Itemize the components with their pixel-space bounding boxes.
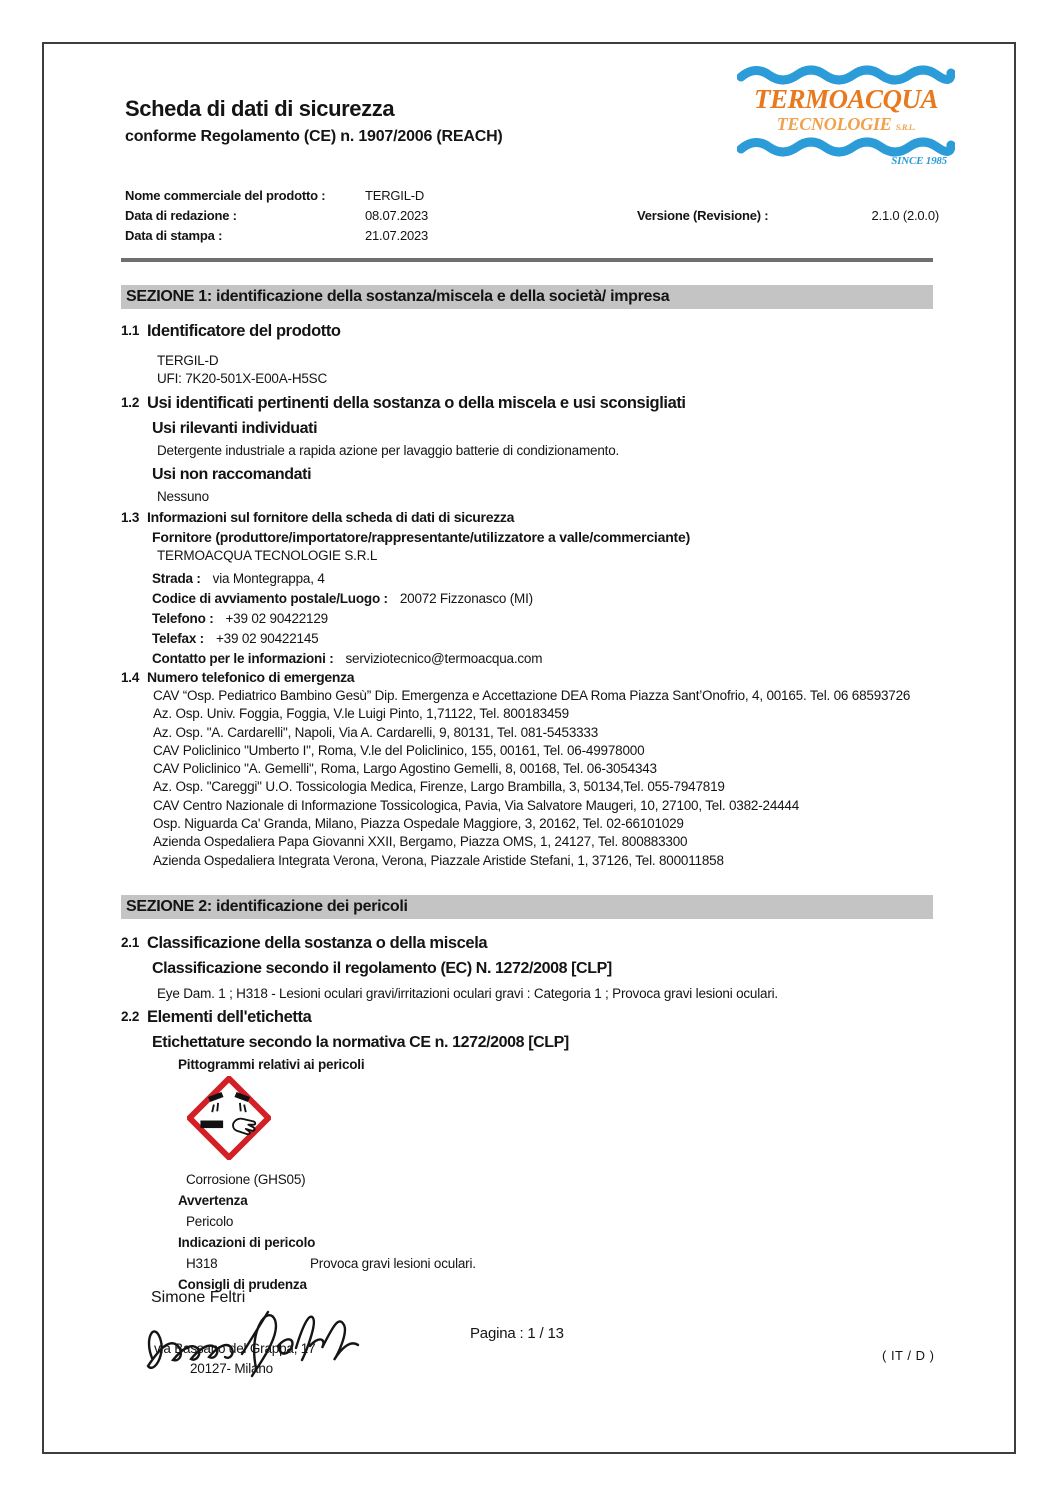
header-divider — [121, 258, 933, 262]
usi-non-raccomandati-text: Nessuno — [157, 489, 209, 504]
subsection-title: Identificatore del prodotto — [147, 322, 341, 340]
etichettature-heading: Etichettature secondo la normativa CE n. 1272/2008 [CLP] — [152, 1034, 569, 1051]
strada-row — [152, 570, 941, 588]
signer-address-line1: via Bassano del Grappa, 17 — [154, 1341, 316, 1356]
logo-text-since: SINCE 1985 — [891, 155, 947, 167]
subsection-number: 2.2 — [121, 1009, 140, 1024]
product-name-line: TERGIL-D — [157, 353, 219, 368]
logo-text-tecnologie: TECNOLOGIE S.R.L. — [776, 114, 916, 134]
emergency-number-item: Osp. Niguarda Ca' Granda, Milano, Piazza Ospedale Maggiore, 3, 20162, Tel. 02-66101029 — [153, 816, 684, 832]
usi-rilevanti-text: Detergente industriale a rapida azione per lavaggio batterie di condizionamento. — [157, 443, 620, 458]
emergency-number-item: Az. Osp. "Careggi" U.O. Tossicologia Medica, Firenze, Largo Brambilla, 3, 50134,Tel. 055-7947819 — [153, 779, 725, 795]
clp-classification-heading: Classificazione secondo il regolamento (EC) N. 1272/2008 [CLP] — [152, 960, 612, 977]
clp-classification-text: Eye Dam. 1 ; H318 - Lesioni oculari gravi/irritazioni oculari gravi : Categoria 1 ; Provoca gravi lesioni oculari. — [157, 986, 778, 1001]
stampa-date-value: 21.07.2023 — [365, 228, 429, 243]
cap-row — [152, 590, 941, 608]
product-name-value: TERGIL-D — [365, 188, 425, 203]
logo-wave-bottom-icon — [737, 135, 955, 157]
subsection-1-4-heading — [121, 668, 941, 687]
section-2-content — [121, 932, 941, 1294]
product-info-block — [125, 186, 428, 246]
redazione-date-value: 08.07.2023 — [365, 208, 429, 223]
hazard-text: Provoca gravi lesioni oculari. — [310, 1256, 476, 1271]
redazione-date-label: Data di redazione : — [125, 208, 237, 223]
language-code: ( IT / D ) — [882, 1348, 935, 1363]
version-value: 2.1.0 (2.0.0) — [871, 208, 939, 223]
ghs05-corrosion-icon — [187, 1076, 271, 1160]
subsection-title: Numero telefonico di emergenza — [147, 669, 355, 685]
subsection-number: 1.1 — [121, 323, 140, 338]
emergency-number-item: CAV Policlinico "Umberto I", Roma, V.le del Policlinico, 155, 00161, Tel. 06-49978000 — [153, 742, 645, 758]
logo-text-termoacqua: TERMOACQUA — [753, 84, 939, 114]
section-1-header: SEZIONE 1: identificazione della sostanza/miscela e della società/ impresa — [121, 285, 933, 309]
emergency-number-item: Azienda Ospedaliera Papa Giovanni XXII, Bergamo, Piazza OMS, 1, 24127, Tel. 800883300 — [153, 834, 688, 850]
strada-label: Strada : — [152, 571, 201, 586]
fornitore-heading: Fornitore (produttore/importatore/rappresentante/utilizzatore a valle/commerciante) — [152, 529, 691, 545]
pittogrammi-heading: Pittogrammi relativi ai pericoli — [178, 1057, 365, 1072]
telefax-label: Telefax : — [152, 631, 204, 646]
subsection-number: 1.3 — [121, 510, 140, 525]
usi-rilevanti-heading: Usi rilevanti individuati — [152, 420, 318, 437]
usi-non-raccomandati-heading: Usi non raccomandati — [152, 466, 312, 483]
subsection-2-1-heading — [121, 932, 941, 954]
emergency-number-item: CAV Policlinico "A. Gemelli", Roma, Largo Agostino Gemelli, 8, 00168, Tel. 06-3054343 — [153, 761, 657, 777]
sds-document-page — [42, 42, 1016, 1454]
signer-name: Simone Feltri — [151, 1289, 246, 1306]
telefono-value: +39 02 90422129 — [225, 611, 328, 626]
subsection-1-1-heading — [121, 320, 941, 342]
company-logo — [737, 63, 955, 187]
document-subtitle: conforme Regolamento (CE) n. 1907/2006 (REACH) — [125, 128, 503, 145]
emergency-numbers-list — [153, 687, 930, 870]
avvertenza-value: Pericolo — [186, 1214, 234, 1229]
hazard-code: H318 — [186, 1256, 218, 1271]
document-title: Scheda di dati di sicurezza — [125, 96, 395, 121]
contatto-value: serviziotecnico@termoacqua.com — [345, 651, 543, 666]
subsection-title: Classificazione della sostanza o della miscela — [147, 934, 488, 952]
emergency-number-item: Azienda Ospedaliera Integrata Verona, Verona, Piazzale Aristide Stefani, 1, 37126, Tel. 800011858 — [153, 852, 724, 868]
indicazioni-heading: Indicazioni di pericolo — [178, 1235, 316, 1250]
consigli-heading: Consigli di prudenza — [178, 1277, 307, 1292]
section-1-content — [121, 320, 941, 870]
redazione-date-row — [125, 206, 428, 226]
section-2-header: SEZIONE 2: identificazione dei pericoli — [121, 895, 933, 919]
subsection-number: 1.4 — [121, 670, 140, 685]
subsection-1-3-heading — [121, 508, 941, 527]
stampa-date-label: Data di stampa : — [125, 228, 223, 243]
cap-label: Codice di avviamento postale/Luogo : — [152, 591, 388, 606]
subsection-number: 1.2 — [121, 395, 140, 410]
telefono-row — [152, 610, 941, 628]
logo-text-srl: S.R.L. — [895, 123, 916, 132]
hazard-statement-row — [186, 1255, 941, 1273]
page-number: Pagina : 1 / 13 — [470, 1325, 564, 1342]
contatto-label: Contatto per le informazioni : — [152, 651, 334, 666]
version-label: Versione (Revisione) : — [637, 208, 769, 223]
subsection-title: Informazioni sul fornitore della scheda di dati di sicurezza — [147, 509, 515, 525]
pictogram-caption: Corrosione (GHS05) — [186, 1172, 306, 1187]
version-row — [637, 206, 939, 226]
subsection-2-2-heading — [121, 1006, 941, 1028]
subsection-1-2-heading — [121, 392, 941, 414]
logo-wave-top-icon — [737, 63, 955, 85]
telefono-label: Telefono : — [152, 611, 214, 626]
telefax-value: +39 02 90422145 — [215, 631, 319, 646]
subsection-title: Usi identificati pertinenti della sostanza o della miscela e usi sconsigliati — [147, 394, 686, 412]
strada-value: via Montegrappa, 4 — [212, 571, 325, 586]
fornitore-name: TERMOACQUA TECNOLOGIE S.R.L — [157, 548, 378, 563]
signer-address-line2: 20127- Milano — [190, 1361, 273, 1376]
emergency-number-item: Az. Osp. "A. Cardarelli", Napoli, Via A. Cardarelli, 9, 80131, Tel. 081-5453333 — [153, 724, 599, 740]
emergency-number-item: CAV “Osp. Pediatrico Bambino Gesù” Dip. Emergenza e Accettazione DEA Roma Piazza Sant’Onofrio, 4, 00165. Tel. 06 68593726 — [153, 688, 911, 703]
product-name-label: Nome commerciale del prodotto : — [125, 188, 326, 203]
stampa-date-row — [125, 226, 428, 246]
contatto-row — [152, 650, 941, 668]
avvertenza-heading: Avvertenza — [178, 1193, 248, 1208]
product-name-row — [125, 186, 428, 206]
emergency-number-item: CAV Centro Nazionale di Informazione Tossicologica, Pavia, Via Salvatore Maugeri, 10, 27100, Tel. 0382-24444 — [153, 797, 800, 813]
subsection-title: Elementi dell'etichetta — [147, 1008, 312, 1026]
cap-value: 20072 Fizzonasco (MI) — [399, 591, 533, 606]
subsection-number: 2.1 — [121, 935, 140, 950]
emergency-number-item: Az. Osp. Univ. Foggia, Foggia, V.le Luigi Pinto, 1,71122, Tel. 800183459 — [153, 706, 569, 722]
ufi-line: UFI: 7K20-501X-E00A-H5SC — [157, 371, 328, 386]
telefax-row — [152, 630, 941, 648]
